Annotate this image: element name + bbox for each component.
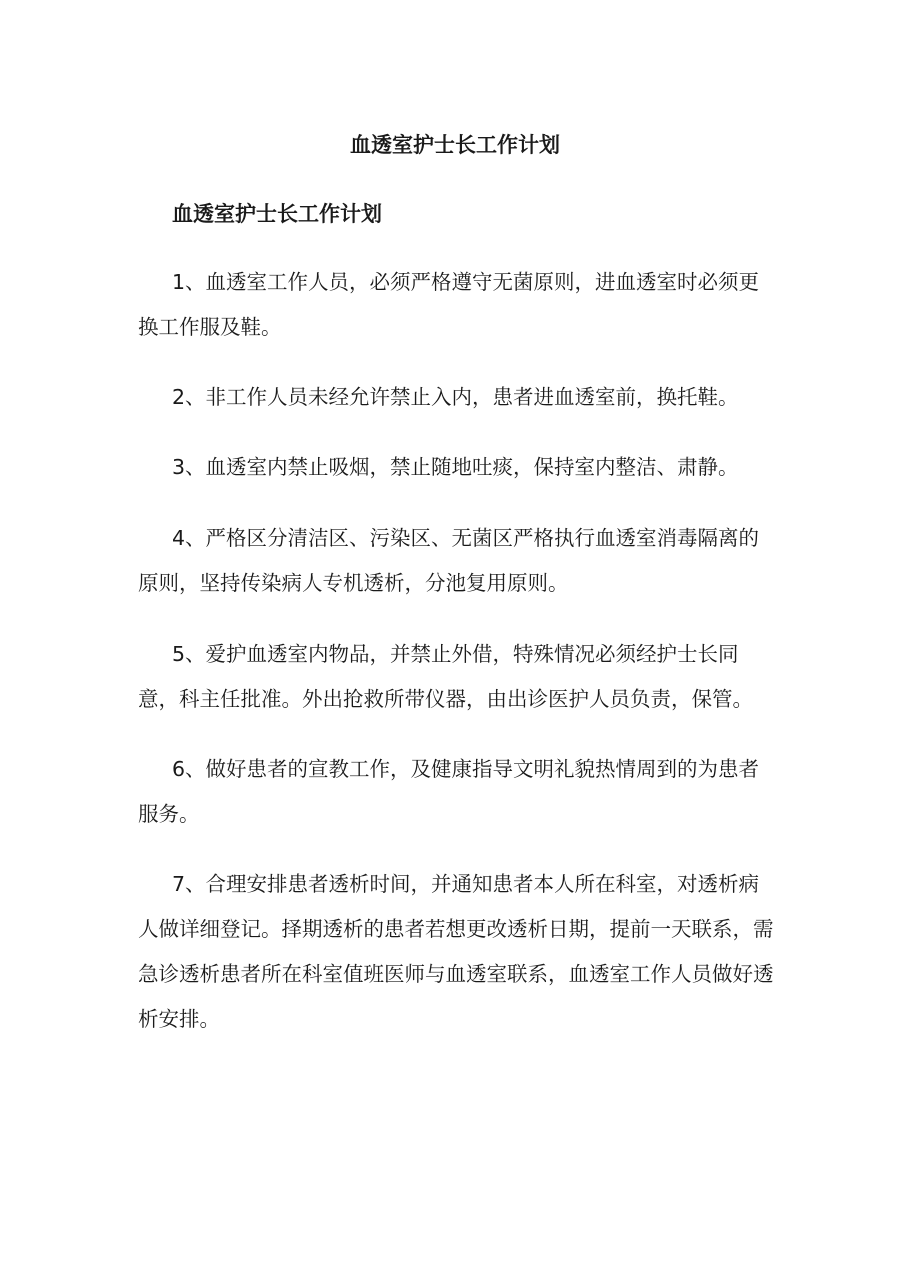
- paragraph-7: 7、合理安排患者透析时间，并通知患者本人所在科室，对透析病人做详细登记。择期透析的患者若想更改透析日期，提前一天联系，需急诊透析患者所在科室值班医师与血透室联系，血透室工作人员做好透析安排。: [138, 872, 774, 1031]
- paragraph-5: 5、爱护血透室内物品，并禁止外借，特殊情况必须经护士长同意，科主任批准。外出抢救所带仪器，由出诊医护人员负责，保管。: [138, 642, 753, 711]
- paragraph-2: 2、非工作人员未经允许禁止入内，患者进血透室前，换托鞋。: [172, 385, 739, 409]
- section-heading: 血透室护士长工作计划: [172, 202, 382, 226]
- page-title: 血透室护士长工作计划: [350, 133, 560, 157]
- paragraph-3: 3、血透室内禁止吸烟，禁止随地吐痰，保持室内整洁、肃静。: [172, 455, 739, 479]
- paragraph-1: 1、血透室工作人员，必须严格遵守无菌原则，进血透室时必须更换工作服及鞋。: [138, 270, 760, 339]
- paragraph-6: 6、做好患者的宣教工作，及健康指导文明礼貌热情周到的为患者服务。: [138, 757, 760, 826]
- paragraph-4: 4、严格区分清洁区、污染区、无菌区严格执行血透室消毒隔离的原则，坚持传染病人专机透析，分池复用原则。: [138, 526, 760, 595]
